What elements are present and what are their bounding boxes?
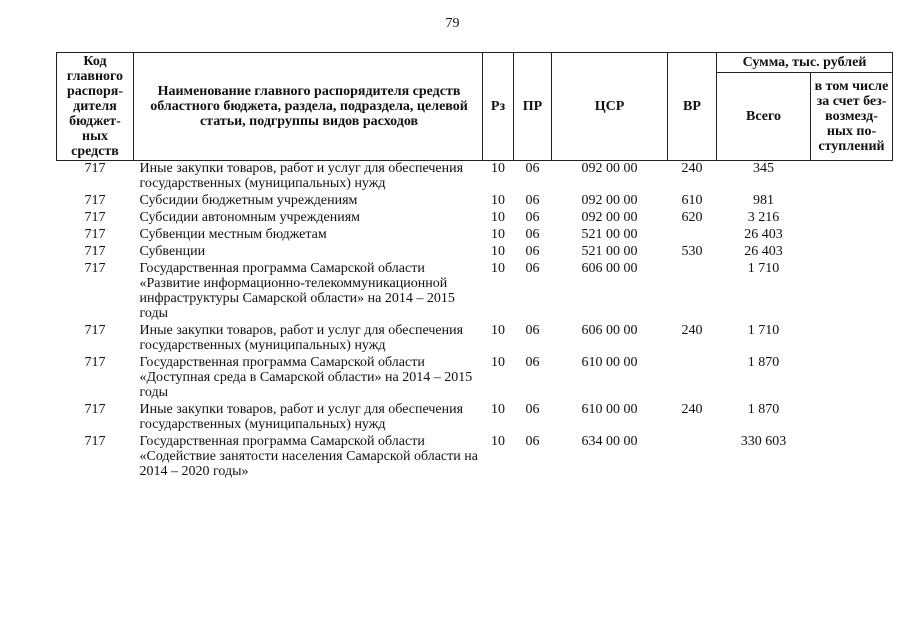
header-incl: в том числе за счет без-возмезд-ных по-ступлений [811,73,893,161]
cell-pr: 06 [525,244,540,259]
cell-pr: 06 [525,434,540,449]
cell-code: 717 [84,261,106,276]
cell-rz: 10 [491,323,505,338]
cell-total: 26 403 [744,244,783,259]
cell-pr: 06 [525,210,540,225]
cell-name: Субвенции [139,244,206,259]
cell-csr: 634 00 00 [581,434,638,449]
table-row [57,161,893,194]
cell-code: 717 [84,323,106,338]
cell-total: 1 870 [747,402,780,417]
cell-name: Государственная программа Самарской области «Развитие информационно-телекоммуникационной инфраструктуры Самарской области» на 2014 – 2015 годы [139,261,455,321]
cell-incl [811,402,893,434]
cell-code: 717 [84,161,106,176]
cell-csr: 092 00 00 [581,193,638,208]
cell-vr [668,261,717,323]
header-rz: Рз [483,53,514,161]
table-row [57,193,893,210]
cell-total: 330 603 [740,434,787,449]
table-row [57,355,893,402]
cell-vr: 240 [681,402,703,417]
cell-total: 981 [753,193,774,208]
cell-name: Субсидии бюджетным учреждениям [139,193,358,208]
table-row [57,323,893,355]
cell-total: 345 [753,161,774,176]
table-row [57,227,893,244]
cell-incl [811,244,893,261]
cell-csr: 092 00 00 [581,161,638,176]
cell-vr: 610 [681,193,703,208]
table-row [57,244,893,261]
header-name: Наименование главного распорядителя средств областного бюджета, раздела, подраздела, целевой статьи, подгруппы видов расходов [134,53,483,161]
cell-rz: 10 [491,355,505,370]
cell-csr: 610 00 00 [581,402,638,417]
cell-pr: 06 [525,402,540,417]
cell-pr: 06 [525,323,540,338]
cell-vr [668,227,717,244]
cell-rz: 10 [491,434,505,449]
cell-code: 717 [84,227,106,242]
cell-pr: 06 [525,193,540,208]
cell-csr: 606 00 00 [581,261,638,276]
table-body [57,161,893,482]
budget-table [56,52,893,481]
cell-name: Иные закупки товаров, работ и услуг для обеспечения государственных (муниципальных) нужд [139,161,464,191]
cell-total: 1 870 [747,355,780,370]
cell-csr: 606 00 00 [581,323,638,338]
table-row [57,402,893,434]
cell-pr: 06 [525,161,540,176]
cell-rz: 10 [491,210,505,225]
cell-total: 1 710 [747,261,780,276]
cell-code: 717 [84,434,106,449]
cell-incl [811,323,893,355]
cell-name: Иные закупки товаров, работ и услуг для обеспечения государственных (муниципальных) нужд [139,323,464,353]
header-total: Всего [717,73,811,161]
cell-rz: 10 [491,244,505,259]
cell-csr: 092 00 00 [581,210,638,225]
cell-incl [811,193,893,210]
cell-incl [811,355,893,402]
page-number: 79 [445,16,460,31]
cell-vr: 240 [681,161,703,176]
header-csr: ЦСР [552,53,668,161]
cell-name: Государственная программа Самарской области «Содействие занятости населения Самарской области на 2014 – 2020 годы» [139,434,478,479]
cell-rz: 10 [491,261,505,276]
cell-incl [811,161,893,194]
cell-incl [811,227,893,244]
cell-name: Государственная программа Самарской области «Доступная среда в Самарской области» на 2014 – 2015 годы [139,355,473,400]
cell-code: 717 [84,355,106,370]
cell-code: 717 [84,402,106,417]
cell-pr: 06 [525,261,540,276]
cell-incl [811,434,893,481]
cell-code: 717 [84,244,106,259]
cell-incl [811,261,893,323]
cell-vr [668,355,717,402]
cell-total: 1 710 [747,323,780,338]
cell-name: Субвенции местным бюджетам [139,227,327,242]
cell-rz: 10 [491,193,505,208]
cell-code: 717 [84,193,106,208]
cell-total: 3 216 [747,210,780,225]
cell-csr: 521 00 00 [581,227,638,242]
cell-name: Иные закупки товаров, работ и услуг для обеспечения государственных (муниципальных) нужд [139,402,464,432]
cell-name: Субсидии автономным учреждениям [139,210,361,225]
cell-incl [811,210,893,227]
cell-vr [668,434,717,481]
cell-code: 717 [84,210,106,225]
cell-pr: 06 [525,227,540,242]
cell-vr: 620 [681,210,703,225]
cell-csr: 521 00 00 [581,244,638,259]
cell-rz: 10 [491,161,505,176]
cell-csr: 610 00 00 [581,355,638,370]
header-sum: Сумма, тыс. рублей [717,53,893,73]
table-header [57,53,893,161]
cell-vr: 240 [681,323,703,338]
table-row [57,210,893,227]
cell-total: 26 403 [744,227,783,242]
header-pr: ПР [514,53,552,161]
cell-rz: 10 [491,227,505,242]
table-row [57,434,893,481]
header-code: Код главного распоря-дителя бюджет-ных средств [57,53,134,161]
cell-pr: 06 [525,355,540,370]
table-row [57,261,893,323]
header-vr: ВР [668,53,717,161]
cell-vr: 530 [681,244,703,259]
cell-rz: 10 [491,402,505,417]
